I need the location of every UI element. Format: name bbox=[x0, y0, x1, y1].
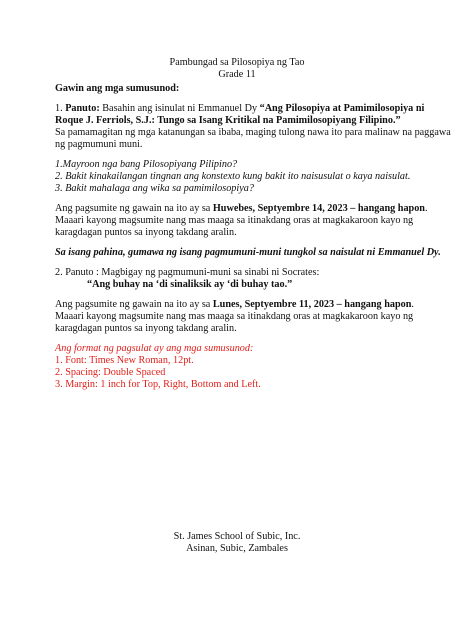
socrates-quote: “Ang buhay na ‘di sinaliksik ay ‘di buhay tao.” bbox=[87, 279, 293, 290]
task1-number: 1. bbox=[55, 103, 63, 114]
format-item-font: 1. Font: Times New Roman, 12pt. bbox=[55, 355, 194, 366]
grade-text: Grade 11 bbox=[218, 69, 256, 80]
question-3: 3. Bakit mahalaga ang wika sa pamimilosopiya? bbox=[55, 183, 254, 194]
question-2: 2. Bakit kinakailangan tingnan ang konstexto kung bakit ito naisusulat o kaya naisulat. bbox=[55, 171, 411, 182]
title-text: Pambungad sa Pilosopiya ng Tao bbox=[169, 57, 305, 68]
footer-address: Asinan, Subic, Zambales bbox=[186, 543, 288, 554]
footer-school: St. James School of Subic, Inc. bbox=[173, 531, 301, 542]
document-title bbox=[0, 57, 474, 69]
task2-deadline-suffix: . bbox=[411, 299, 414, 310]
grade-level bbox=[0, 69, 474, 81]
task1-deadline-date: Huwebes, Septyembre 14, 2023 – hangang hapon bbox=[212, 203, 425, 214]
format-item-margin: 3. Margin: 1 inch for Top, Right, Bottom and Left. bbox=[55, 379, 261, 390]
task1-article-title-1: “Ang Pilosopiya at Pamimilosopiya ni bbox=[259, 103, 425, 114]
task1-deadline-suffix: . bbox=[424, 203, 428, 214]
instructions-heading: Gawin ang mga sumusunod: bbox=[55, 83, 180, 94]
format-heading: Ang format ng pagsulat ay ang mga sumusunod: bbox=[55, 343, 254, 354]
task1-deadline bbox=[55, 203, 428, 215]
task2-note-1: Maaari kayong magsumite nang mas maaga sa itinakdang oras at magkakaroon kayo ng bbox=[55, 311, 414, 322]
task1-note-2: karagdagan puntos sa inyong takdang aralin. bbox=[55, 227, 237, 238]
task2-deadline bbox=[55, 299, 414, 311]
task2-line: 2. Panuto : Magbigay ng pagmumuni-muni sa sinabi ni Socrates: bbox=[55, 267, 320, 278]
task1-body-2: ng pagmumuni muni. bbox=[55, 139, 143, 150]
task2-deadline-prefix: Ang pagsumite ng gawain na ito ay sa bbox=[55, 299, 213, 310]
task1-intro: Basahin ang isinulat ni Emmanuel Dy bbox=[99, 103, 260, 114]
format-item-spacing: 2. Spacing: Double Spaced bbox=[55, 367, 166, 378]
task1-label: Panuto: bbox=[65, 103, 100, 114]
task1-body-1: Sa pamamagitan ng mga katanungan sa ibaba, maging tulong nawa ito para malinaw na paggawa bbox=[55, 127, 451, 138]
task1-note-1: Maaari kayong magsumite nang mas maaga sa itinakdang oras at magkakaroon kayo ng bbox=[55, 215, 414, 226]
task1-article-title-2: Roque J. Ferriols, S.J.: Tungo sa Isang Kritikal na Pamimilosopiyang Filipino.” bbox=[55, 115, 401, 126]
task1-first-line bbox=[55, 103, 424, 115]
task1-reflection: Sa isang pahina, gumawa ng isang pagmumuni-muni tungkol sa naisulat ni Emmanuel Dy. bbox=[55, 247, 441, 258]
task1-deadline-prefix: Ang pagsumite ng gawain na ito ay sa bbox=[55, 203, 213, 214]
task2-deadline-date: Lunes, Septyembre 11, 2023 – hangang hapon bbox=[212, 299, 412, 310]
question-1: 1.Mayroon nga bang Pilosopiyang Pilipino? bbox=[55, 159, 238, 170]
task2-note-2: karagdagan puntos sa inyong takdang aralin. bbox=[55, 323, 237, 334]
